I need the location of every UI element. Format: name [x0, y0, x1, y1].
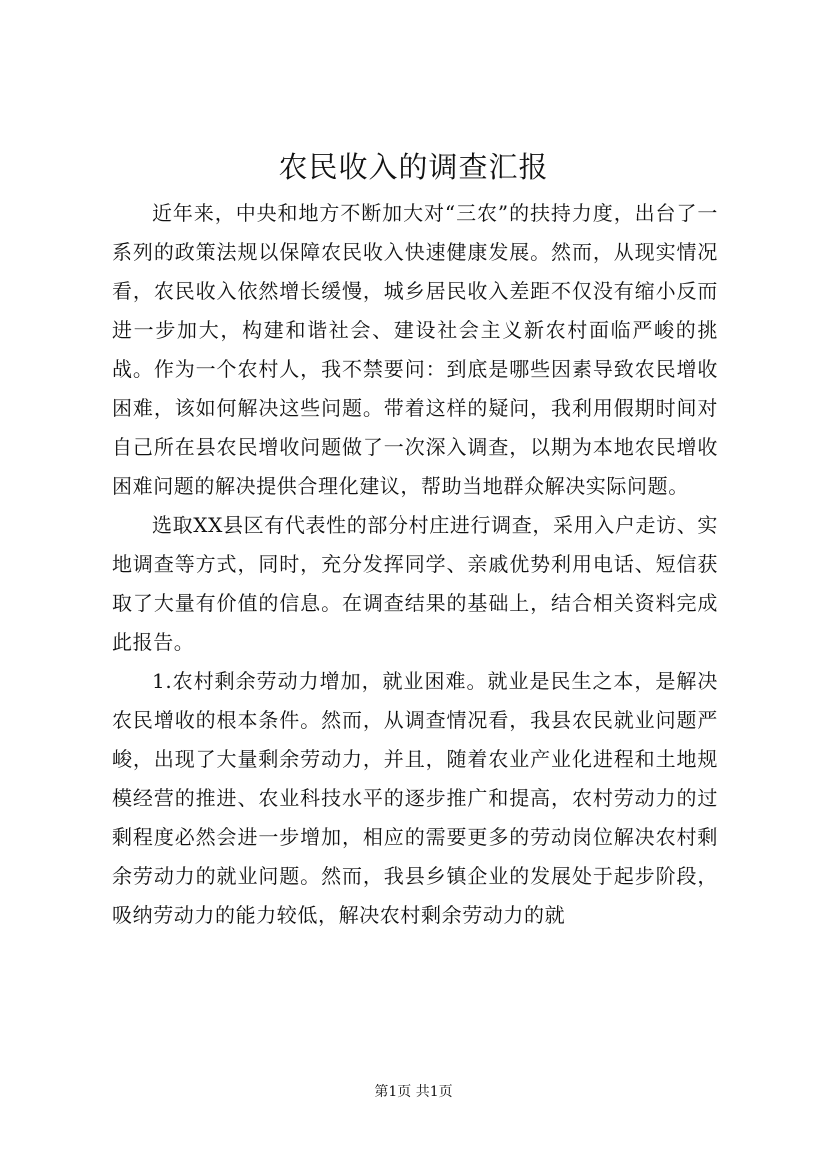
document-title: 农民收入的调查汇报: [278, 150, 549, 184]
page-footer: 第1页 共1页: [374, 1084, 453, 1100]
paragraph-intro: 近年来，中央和地方不断加大对“三农”的扶持力度，出台了一系列的政策法规以保障农民收入快速健康发展。然而，从现实情况看，农民收入依然增长缓慢，城乡居民收入差距不仅没有缩小反而进一步加大，构建和谐社会、建设社会主义新农村面临严峻的挑战。作为一个农村人，我不禁要问：到底是哪些因素导致农民增收困难，该如何解决这些问题。带着这样的疑问，我利用假期时间对自己所在县农民增收问题做了一次深入调查，以期为本地农民增收困难问题的解决提供合理化建议，帮助当地群众解决实际问题。: [112, 201, 718, 498]
document-body: [112, 194, 718, 935]
paragraph-finding-1: 1.农村剩余劳动力增加，就业困难。就业是民生之本，是解决农民增收的根本条件。然而，从调查情况看，我县农民就业问题严峻，出现了大量剩余劳动力，并且，随着农业产业化进程和土地规模经营的推进、农业科技水平的逐步推广和提高，农村劳动力的过剩程度必然会进一步增加，相应的需要更多的劳动岗位解决农村剩余劳动力的就业问题。然而，我县乡镇企业的发展处于起步阶段，吸纳劳动力的能力较低，解决农村剩余劳动力的就: [112, 669, 718, 927]
paragraph-method: 选取XX县区有代表性的部分村庄进行调查，采用入户走访、实地调查等方式，同时，充分发挥同学、亲戚优势利用电话、短信获取了大量有价值的信息。在调查结果的基础上，结合相关资料完成此报告。: [112, 513, 718, 654]
